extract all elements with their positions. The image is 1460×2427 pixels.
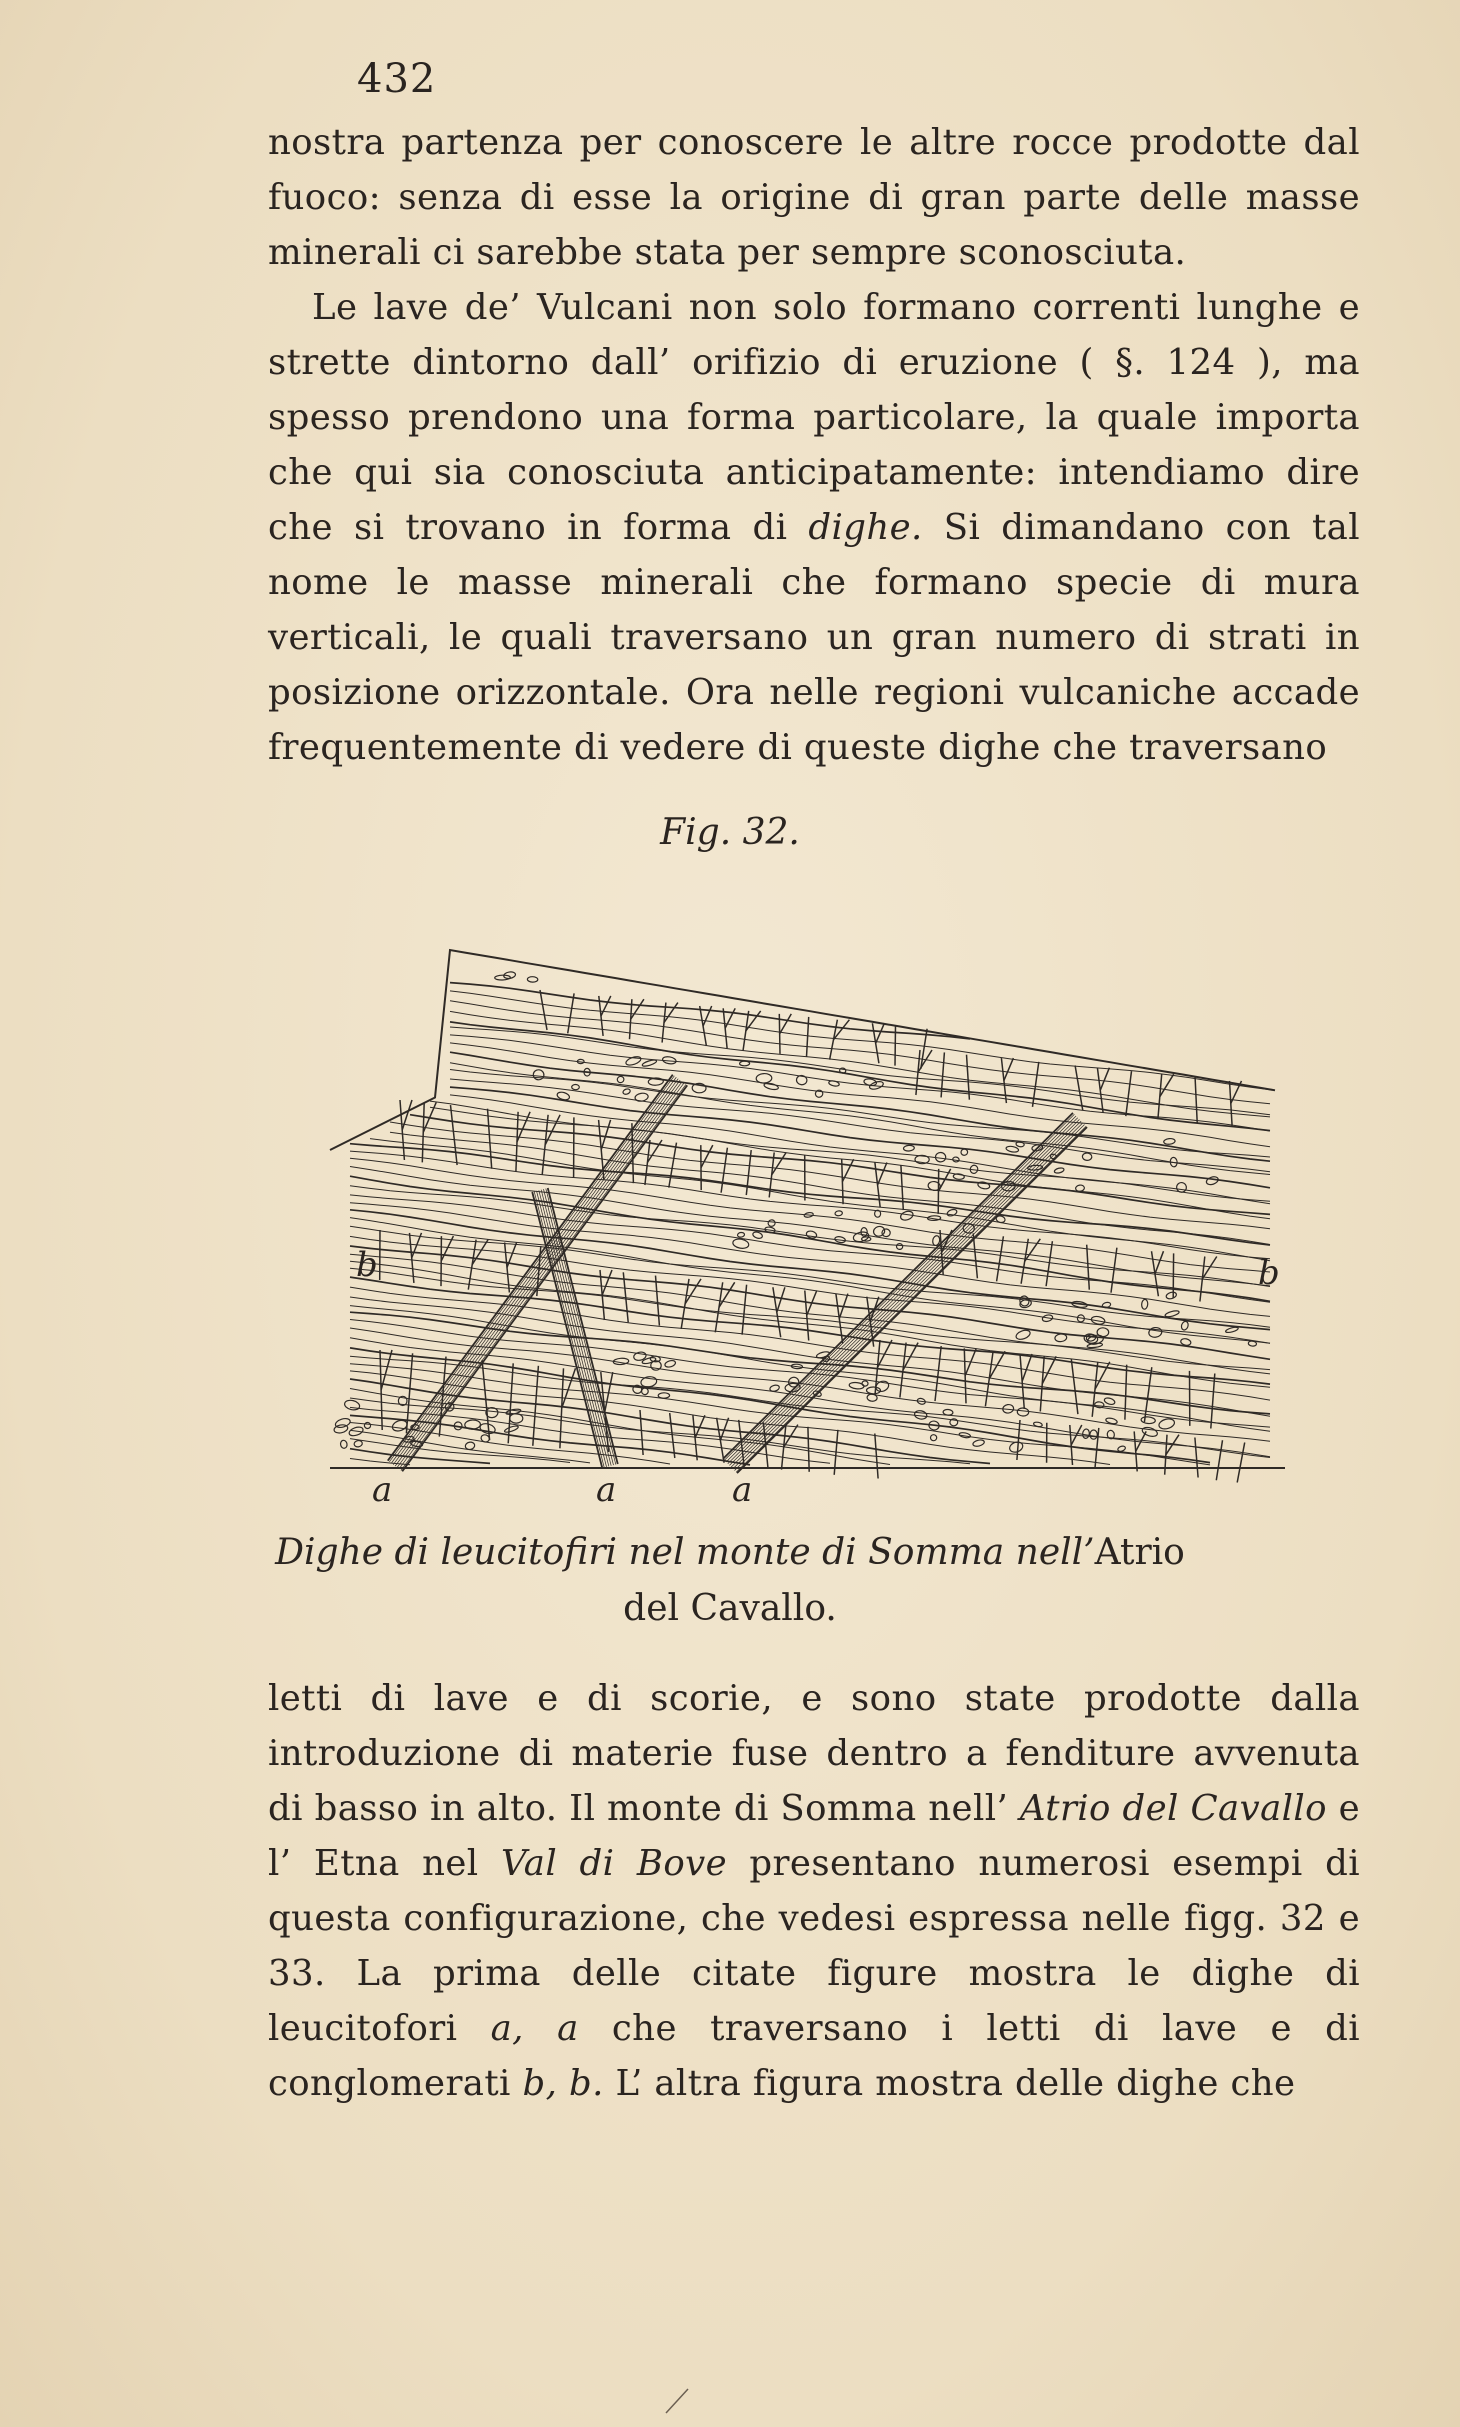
label-a-3: a bbox=[732, 1470, 753, 1510]
caption-line-1 bbox=[0, 1525, 1460, 1581]
paragraph-continuation: nostra partenza per conoscere le altre rocce prodotte dal fuoco: senza di esse la origine di gran parte delle masse minerali ci sarebbe stata per sempre sconosciuta. bbox=[268, 122, 1360, 273]
geological-figure bbox=[320, 930, 1290, 1510]
top-text-block bbox=[268, 115, 1360, 775]
figure-caption bbox=[0, 1525, 1460, 1637]
label-a-1: a bbox=[372, 1470, 393, 1510]
paragraph-dighe: Le lave de’ Vulcani non solo formano correnti lunghe e strette dintorno dall’ orifizio di eruzione ( §. 124 ), ma spesso prendono una forma particolare, la quale importa che qui sia conosciuta anticipatamente: intendiamo dire che si trovano in forma di dighe. Si dimandano con tal nome le masse minerali che formano specie di mura verticali, le quali traversano un gran numero di strati in posizione orizzontale. Ora nelle regioni vulcaniche accade frequentemente di vedere di queste dighe che traversano bbox=[268, 287, 1360, 768]
page-mark-icon bbox=[662, 2385, 692, 2415]
page-number: 432 bbox=[357, 56, 437, 102]
caption-italic: Dighe di leucitofiri nel monte di Somma nell’ bbox=[275, 1532, 1095, 1573]
label-b-left: b bbox=[356, 1245, 378, 1285]
caption-roman: Atrio bbox=[1094, 1532, 1185, 1573]
label-b-right: b bbox=[1258, 1253, 1280, 1293]
figure-label-text: Fig. 32. bbox=[660, 812, 800, 853]
label-a-2: a bbox=[596, 1470, 617, 1510]
figure-label bbox=[0, 812, 1460, 853]
bottom-text-block bbox=[268, 1671, 1360, 2111]
caption-line-2: del Cavallo. bbox=[623, 1588, 837, 1629]
dike-illustration bbox=[320, 930, 1290, 1510]
paragraph-lave: letti di lave e di scorie, e sono state prodotte dalla introduzione di materie fuse dentro a fenditure avvenuta di basso in alto. Il monte di Somma nell’ Atrio del Cavallo e l’ Etna nel Val di Bove presentano numerosi esempi di questa configurazione, che vedesi espressa nelle figg. 32 e 33. La prima delle citate figure mostra le dighe di leucitofori a, a che traversano i letti di lave e di conglomerati b, b. L’ altra figura mostra delle dighe che bbox=[268, 1678, 1361, 2104]
